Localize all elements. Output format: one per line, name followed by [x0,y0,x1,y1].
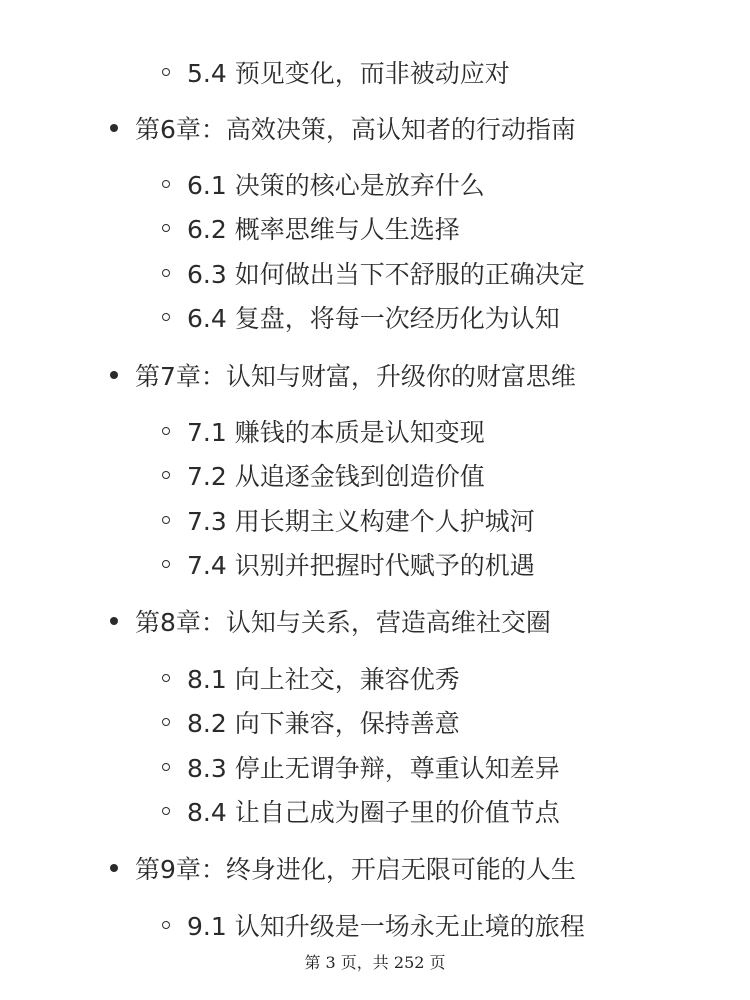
outline-chapter-item [110,850,576,886]
outline-item-text: 7.1 赚钱的本质是认知变现 [187,418,485,447]
outline-section-item [162,54,510,90]
outline-section-item [162,546,535,582]
outline-item-text: 8.3 停止无谓争辩，尊重认知差异 [187,754,560,783]
hollow-circle-bullet-icon [162,718,170,726]
page-number-footer: 第 3 页，共 252 页 [304,953,446,972]
outline-section-item [162,299,560,335]
outline-item-text: 7.4 识别并把握时代赋予的机遇 [187,551,535,580]
outline-item-text: 7.2 从追逐金钱到创造价值 [187,462,485,491]
outline-section-item [162,907,585,943]
outline-section-item [162,413,485,449]
outline-item-text: 5.4 预见变化，而非被动应对 [187,59,510,88]
outline-item-text: 6.3 如何做出当下不舒服的正确决定 [187,260,585,289]
hollow-circle-bullet-icon [162,68,170,76]
hollow-circle-bullet-icon [162,427,170,435]
hollow-circle-bullet-icon [162,763,170,771]
outline-chapter-item [110,603,551,639]
hollow-circle-bullet-icon [162,674,170,682]
outline-section-item [162,793,560,829]
outline-section-item [162,255,585,291]
outline-section-item [162,166,485,202]
outline-section-item [162,457,485,493]
outline-section-item [162,660,460,696]
hollow-circle-bullet-icon [162,269,170,277]
outline-section-item [162,502,535,538]
filled-disc-bullet-icon [110,371,118,379]
outline-section-item [162,749,560,785]
outline-item-text: 8.4 让自己成为圈子里的价值节点 [187,798,560,827]
hollow-circle-bullet-icon [162,807,170,815]
outline-section-item [162,704,460,740]
outline-item-text: 9.1 认知升级是一场永无止境的旅程 [187,912,585,941]
hollow-circle-bullet-icon [162,921,170,929]
outline-item-text: 第9章：终身进化，开启无限可能的人生 [135,855,576,884]
hollow-circle-bullet-icon [162,471,170,479]
outline-item-text: 7.3 用长期主义构建个人护城河 [187,507,535,536]
outline-item-text: 第7章：认知与财富，升级你的财富思维 [135,362,576,391]
hollow-circle-bullet-icon [162,560,170,568]
outline-item-text: 6.1 决策的核心是放弃什么 [187,171,485,200]
outline-item-text: 6.4 复盘，将每一次经历化为认知 [187,304,560,333]
filled-disc-bullet-icon [110,617,118,625]
hollow-circle-bullet-icon [162,516,170,524]
outline-chapter-item [110,357,576,393]
outline-item-text: 第8章：认知与关系，营造高维社交圈 [135,608,551,637]
filled-disc-bullet-icon [110,124,118,132]
outline-item-text: 8.2 向下兼容，保持善意 [187,709,460,738]
outline-item-text: 8.1 向上社交，兼容优秀 [187,665,460,694]
outline-item-text: 第6章：高效决策，高认知者的行动指南 [135,115,576,144]
hollow-circle-bullet-icon [162,180,170,188]
outline-item-text: 6.2 概率思维与人生选择 [187,215,460,244]
hollow-circle-bullet-icon [162,224,170,232]
outline-section-item [162,210,460,246]
filled-disc-bullet-icon [110,864,118,872]
hollow-circle-bullet-icon [162,313,170,321]
outline-chapter-item [110,110,576,146]
